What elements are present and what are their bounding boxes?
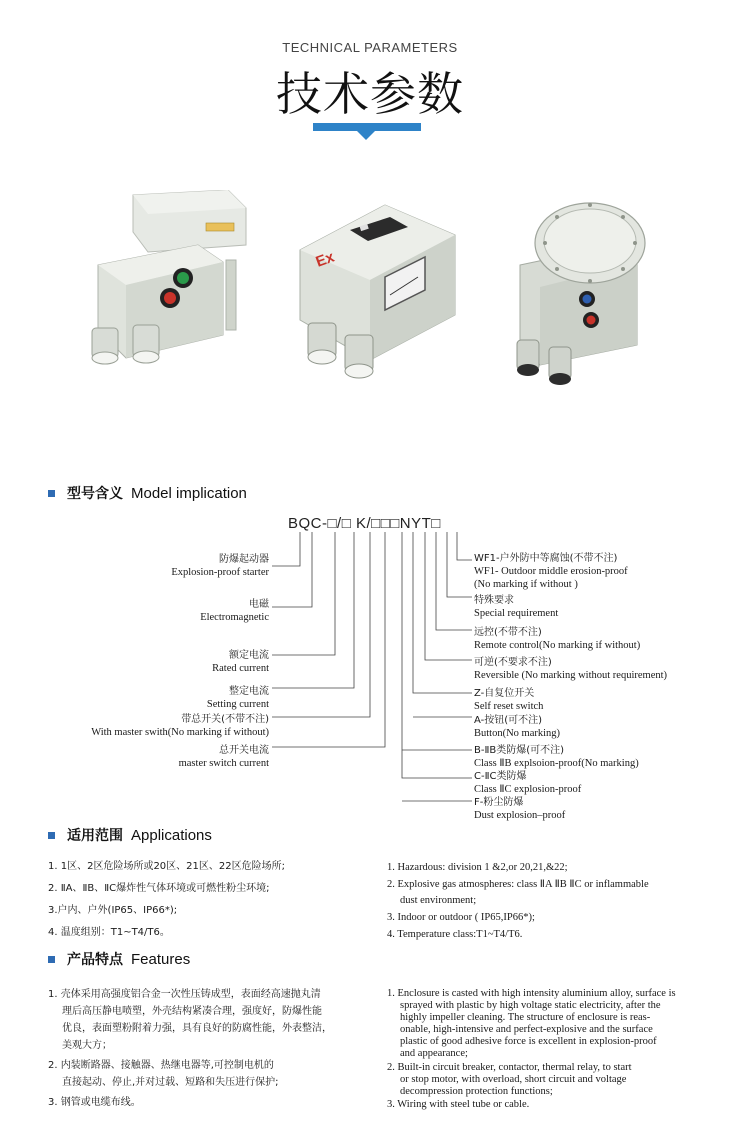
model-label-reversible: 可逆(不要求不注) Reversible (No marking without requirement)	[474, 657, 668, 681]
features-zh-line-3: 优良，表面塑粉附着力强，具有良好的防腐性能，外表整洁，	[62, 1023, 332, 1034]
model-label-class-iib: B-ⅡB类防爆(可不注) Class ⅡB explsoion-proof(No marking)	[474, 745, 639, 769]
features-en-line-10: 3. Wiring with steel tube or cable.	[387, 1099, 530, 1110]
section-heading-model: 型号含义 Model implication	[48, 483, 247, 503]
features-en-line-2: sprayed with plastic by high voltage static electricity, after the	[400, 1000, 661, 1011]
section-heading-applications: 适用范围 Applications	[48, 825, 212, 845]
features-en-line-4: onable, high-intensive and perfect-explosive and the surface	[400, 1024, 653, 1035]
applications-en-item-2-cont: dust environment;	[400, 895, 477, 906]
model-label-wf1: WF1-户外防中等腐蚀(不带不注) WF1- Outdoor middle erosion-proof (No marking if without )	[474, 553, 628, 590]
bullet-square-icon	[48, 832, 55, 839]
features-en-line-8: or stop motor, with overload, short circuit and voltage	[400, 1074, 627, 1085]
features-zh-line-2: 理后高压静电喷塑，外壳结构紧凑合理，强度好，防爆性能	[62, 1006, 322, 1017]
model-label-electromagnetic: 电磁 Electromagnetic	[200, 599, 269, 623]
features-en-line-3: highly impeller cleaning. The structure of enclosure is reas-	[400, 1012, 651, 1023]
features-zh-line-7: 3. 钢管或电缆布线。	[48, 1097, 141, 1108]
model-label-master-switch: 带总开关(不带不注) With master swith(No marking if without)	[91, 714, 269, 738]
header-title-en: TECHNICAL PARAMETERS	[282, 40, 458, 55]
features-zh-line-1: 1. 壳体采用高强度铝合金一次性压铸成型，表面经高速抛丸清	[48, 989, 321, 1000]
features-zh-line-4: 美观大方；	[62, 1040, 112, 1051]
model-label-button: A-按钮(可不注) Button(No marking)	[474, 715, 561, 739]
features-en-line-9: decompression protection functions;	[400, 1086, 553, 1097]
ex-label: Ex	[313, 248, 337, 271]
model-label-remote: 远控(不带不注) Remote control(No marking if without)	[474, 627, 641, 651]
applications-en-item-2: 2. Explosive gas atmospheres: class ⅡA ⅡB ⅡC or inflammable	[387, 879, 649, 890]
model-label-dust: F-粉尘防爆 Dust explosion–proof	[474, 797, 566, 821]
model-label-rated-current: 额定电流 Rated current	[212, 650, 269, 674]
features-zh-line-6: 直接起动、停止,并对过载、短路和失压进行保护;	[62, 1077, 279, 1088]
header-title-zh: 技术参数	[276, 67, 464, 121]
features-en-line-1: 1. Enclosure is casted with high intensity aluminium alloy, surface is	[387, 988, 676, 999]
features-en-line-7: 2. Built-in circuit breaker, contactor, thermal relay, to start	[387, 1062, 632, 1073]
features-en-line-6: and appearance;	[400, 1048, 468, 1059]
model-label-setting-current: 整定电流 Setting current	[206, 686, 269, 710]
applications-zh-item-2: 2. ⅡA、ⅡB、ⅡC爆炸性气体环境或可燃性粉尘环境;	[48, 883, 270, 894]
model-label-starter: 防爆起动器 Explosion-proof starter	[171, 554, 269, 578]
model-label-special: 特殊要求 Special requirement	[474, 595, 559, 619]
features-zh-line-5: 2. 内装断路器、接触器、热继电器等,可控制电机的	[48, 1060, 274, 1071]
bullet-square-icon	[48, 956, 55, 963]
applications-en-item-4: 4. Temperature class:T1~T4/T6.	[387, 929, 523, 940]
applications-en-item-1: 1. Hazardous: division 1 &2,or 20,21,&22;	[387, 862, 568, 873]
features-en-line-5: plastic of good adhesive force is excellent in explosion-proof	[400, 1036, 657, 1047]
applications-zh-item-1: 1. 1区、2区危险场所或20区、21区、22区危险场所;	[48, 861, 285, 872]
applications-zh-item-4: 4. 温度组别：T1~T4/T6。	[48, 927, 170, 938]
model-label-master-switch-current: 总开关电流 master switch current	[178, 745, 269, 769]
model-label-self-reset: Z-自复位开关 Self reset switch	[474, 688, 544, 712]
applications-zh-item-3: 3.户内、户外(IP65、IP66*);	[48, 905, 178, 916]
model-code: BQC-□/□ K/□□□NYT□	[288, 515, 441, 532]
model-label-class-iic: C-ⅡC类防爆 Class ⅡC explosion-proof	[474, 771, 582, 795]
section-heading-features: 产品特点 Features	[48, 949, 190, 969]
applications-en-item-3: 3. Indoor or outdoor ( IP65,IP66*);	[387, 912, 535, 923]
